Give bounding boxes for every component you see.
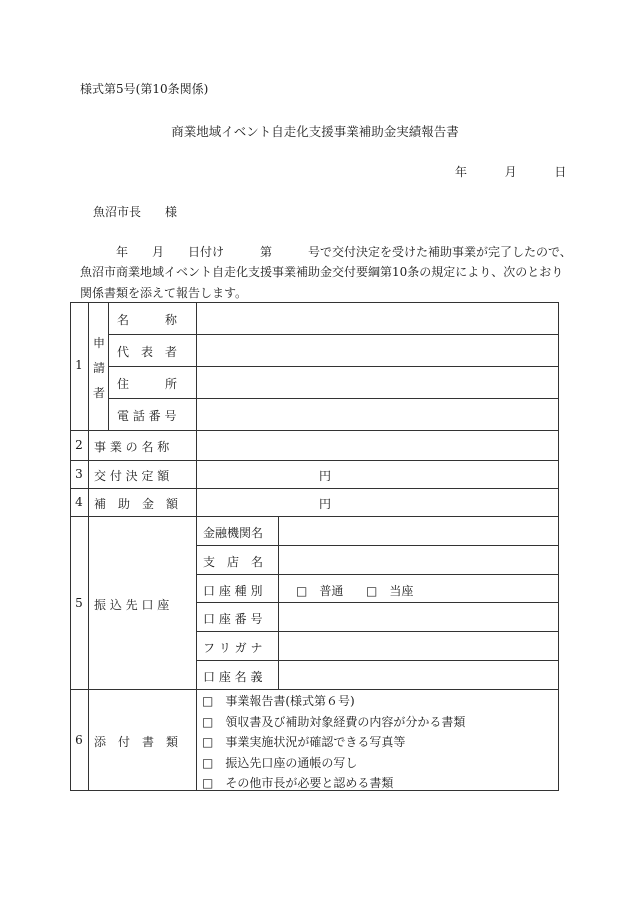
row-divider (70, 516, 559, 517)
label-column-divider (196, 302, 197, 516)
field-label-bank-name: 金融機関名 (203, 526, 264, 540)
sub-row-divider (196, 545, 559, 546)
date-day: 日 (554, 165, 567, 179)
yen-unit: 円 (319, 497, 332, 511)
sub-row-divider (108, 334, 559, 335)
applicant-group-divider (108, 302, 109, 430)
body-text-line-1: 年 月 日付け 第 号で交付決定を受けた補助事業が完了したので、 (116, 245, 572, 259)
row-divider (70, 689, 559, 690)
account-type-ordinary-checkbox[interactable]: □ 普通 (296, 584, 344, 598)
number-column-divider (88, 302, 89, 791)
account-type-current-checkbox[interactable]: □ 当座 (366, 584, 414, 598)
row-number: 3 (75, 467, 83, 481)
field-label-project-name: 事 業 の 名 称 (94, 440, 170, 454)
field-label-representative: 代 表 者 (117, 345, 178, 359)
applicant-group-label-3: 者 (93, 386, 106, 400)
row-number: 4 (75, 495, 83, 509)
row-number: 5 (75, 596, 83, 610)
row-divider (70, 430, 559, 431)
field-label-account-number: 口 座 番 号 (203, 612, 263, 626)
field-label-name: 名 称 (117, 313, 178, 327)
attachment-item-passbook[interactable]: □ 振込先口座の通帳の写し (202, 756, 358, 770)
row-divider (70, 460, 559, 461)
row-divider (70, 488, 559, 489)
date-year: 年 (455, 165, 468, 179)
applicant-group-label-2: 請 (93, 361, 106, 375)
yen-unit: 円 (319, 469, 332, 483)
field-label-phone: 電 話 番 号 (117, 409, 177, 423)
date-month: 月 (504, 165, 517, 179)
date-line (455, 163, 566, 180)
attachment-item-receipts[interactable]: □ 領収書及び補助対象経費の内容が分かる書類 (202, 715, 466, 729)
applicant-group-label-1: 申 (93, 336, 106, 350)
field-label-account-holder: 口 座 名 義 (203, 670, 263, 684)
document-title: 商業地域イベント自走化支援事業補助金実績報告書 (171, 124, 459, 139)
body-text-line-3: 関係書類を添えて報告します。 (80, 286, 248, 300)
attachment-item-report[interactable]: □ 事業報告書(様式第６号) (202, 694, 355, 708)
sub-row-divider (196, 631, 559, 632)
attachment-item-photos[interactable]: □ 事業実施状況が確認できる写真等 (202, 735, 406, 749)
addressee: 魚沼市長 様 (93, 205, 178, 219)
report-table (70, 302, 559, 791)
field-label-subsidy-amount: 補 助 金 額 (94, 497, 179, 511)
row-number: 1 (75, 358, 83, 372)
field-label-bank-account: 振 込 先 口 座 (94, 598, 170, 612)
sub-row-divider (196, 574, 559, 575)
field-label-furigana: フ リ ガ ナ (203, 641, 263, 655)
sub-row-divider (196, 602, 559, 603)
table-border-right (558, 302, 559, 791)
table-border-top (70, 302, 559, 303)
field-label-account-type: 口 座 種 別 (203, 584, 263, 598)
sub-row-divider (196, 660, 559, 661)
row-number: 2 (75, 438, 83, 452)
table-border-left (70, 302, 71, 791)
row-number: 6 (75, 733, 83, 747)
label-column-divider (196, 516, 197, 791)
field-label-branch-name: 支 店 名 (203, 555, 264, 569)
field-label-approved-amount: 交 付 決 定 額 (94, 469, 170, 483)
field-label-attachments: 添 付 書 類 (94, 735, 179, 749)
form-number-label: 様式第5号(第10条関係) (80, 82, 209, 96)
body-text-line-2: 魚沼市商業地域イベント自走化支援事業補助金交付要綱第10条の規定により、次のとおり (80, 265, 564, 279)
bank-label-column-divider (278, 516, 279, 689)
attachment-item-other[interactable]: □ その他市長が必要と認める書類 (202, 776, 394, 790)
field-label-address: 住 所 (117, 377, 178, 391)
sub-row-divider (108, 366, 559, 367)
sub-row-divider (108, 398, 559, 399)
